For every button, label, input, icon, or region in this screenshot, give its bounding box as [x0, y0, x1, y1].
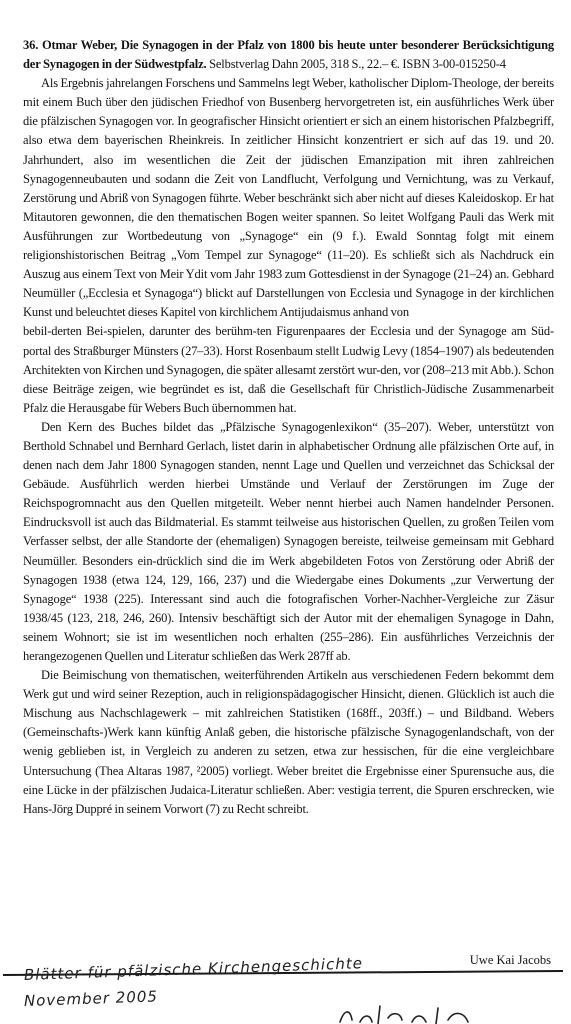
review-title: 36. Otmar Weber, Die Synagogen in der Pfalz von 1800 bis heute unter besonderer Berücksichtigung der Synagogen in der Südwestpfalz. [23, 38, 554, 72]
handwritten-signature-scribble [330, 1000, 571, 1024]
publication-info: Selbstverlag Dahn 2005, 318 S., 22.– €. ISBN 3-00-015250-4 [209, 57, 506, 72]
paragraph-lexicon: Den Kern des Buches bildet das „Pfälzische Synagogenlexikon“ (35–207). Weber, unterstützt von Berthold Schnabel und Bernhard Gerlach, listet darin in alphabetischer Ordnung alle pfälzischen Orte auf, in denen nach dem Jahr 1800 Synagogen standen, nennt Lage und Quellen und verzeichnet das Schicksal der Gebäude. Ausführlich werden hierbei Umstände und Verlauf der Zerstörungen im Zuge der Reichspogromnacht aus den Quellen mitgeteilt. Weber nennt hierbei auch Namen handelnder Personen. Eindrucksvoll ist auch das Bildmaterial. Es stammt teilweise aus historischen Quellen, zu großen Teilen vom Verfasser selbst, der alle Standorte der (ehemaligen) Synagogen bereiste, teilweise gemeinsam mit Gebhard Neumüller. Besonders ein-drücklich sind die im Werk abgebildeten Fotos von Zerstörung oder Abriß der Synagogen 1938 (etwa 124, 129, 166, 237) und die Wiedergabe eines Dokuments „zur Verwertung der Synagoge“ 1938 (225). Interessant sind auch die fotografischen Vorher-Nachher-Vergleiche zur Zäsur 1938/45 (123, 218, 246, 260). Intensiv beschäftigt sich der Autor mit der ehemaligen Synagoge in Dahn, seinem Wohnort; sie ist im wesentlichen noch erhalten (255–286). Ein ausführliches Verzeichnis der herangezogenen Quellen und Literatur schließen das Werk 287ff ab. [23, 419, 554, 663]
handwritten-source: Blätter für pfälzische Kirchengeschichte [23, 954, 364, 984]
review-article [23, 36, 554, 819]
handwritten-date: November 2005 [23, 987, 159, 1010]
author-signature: Uwe Kai Jacobs [469, 953, 551, 967]
review-header [23, 36, 554, 74]
paragraph-conclusion: Die Beimischung von thematischen, weiterführenden Artikeln aus verschiedenen Federn bekommt dem Werk gut und wird seiner Rezeption, auch in religionspädagogischer Hinsicht, dienen. Glücklich ist auch die Mischung aus Nachschlagewerk – mit zahlreichen Statistiken (168ff., 203ff.) – und Bildband. Webers (Gemeinschafts-)Werk kann künftig Anlaß geben, die historische pfälzische Synagogenlandschaft, von der wenig geblieben ist, in Vergleich zu anderen zu setzen, etwa zur hessischen, für die eine vergleichbare Untersuchung (Thea Altaras 1987, ²2005) vorliegt. Weber breitet die Ergebnisse einer Spurensuche aus, die eine Lücke in der pfälzischen Judaica-Literatur schließen. Aber: vestigia terrent, die Spuren erschrecken, wie Hans-Jörg Duppré in seinem Vorwort (7) zu Recht schreibt. [23, 668, 554, 816]
paragraph-contributors: bebil-derten Bei-spielen, darunter des berühm-ten Figurenpaares der Ecclesia und der Synagoge am Süd-portal des Straßburger Münsters (27–33). Horst Rosenbaum stellt Ludwig Levy (1854–1907) als bedeutenden Architekten von Kirchen und Synagogen, die später allesamt zerstört wur-den, vor (208–213 mit Abb.). Schon diese Beiträge zeigen, wie begründet es ist, daß die Gesellschaft für Christlich-Jüdische Zusammenarbeit Pfalz die Herausgabe für Webers Buch übernommen hat. [23, 324, 554, 415]
paragraph-intro: Als Ergebnis jahrelangen Forschens und Sammelns legt Weber, katholischer Diplom-Theologe, der bereits mit einem Buch über den jüdischen Friedhof von Busenberg hervorgetreten ist, ein ausführliches Werk über die pfälzischen Synagogen vor. In geografischer Hinsicht orientiert er sich an einem historischen Pfalzbegriff, also etwa dem bayerischen Rheinkreis. In zeitlicher Hinsicht konzentriert er sich auf das 19. und 20. Jahrhundert, also im wesentlichen die Zeit der jüdischen Emanzipation mit ihren zahlreichen Synagogenneubauten und sodann die Zeit von Landflucht, Verfolgung und Vernichtung, was zu Verkauf, Zerstörung und Abriß von Synagogen führte. Weber beschränkt sich aber nicht auf dieses Kaleidoskop. Er hat Mitautoren gewonnen, die den thematischen Bogen weiter spannen. So leitet Wolfgang Pauli das Werk mit Ausführungen zur Wortbedeutung von „Synagoge“ ein (9 f.). Ewald Sonntag folgt mit einem religionshistorischen Beitrag „Vom Tempel zur Synagoge“ (11–20). Es schließt sich als Nachdruck ein Auszug aus einem Text von Meir Ydit vom Jahr 1983 zum Gottesdienst in der Synagoge (21–24) an. Gebhard Neumüller („Ecclesia et Synagoga“) blickt auf Darstellungen von Ecclesia und Synagoge in der kirchlichen Kunst und beleuchtet dieses Kapitel von kirchlichem Antijudaismus anhand von [23, 76, 554, 320]
